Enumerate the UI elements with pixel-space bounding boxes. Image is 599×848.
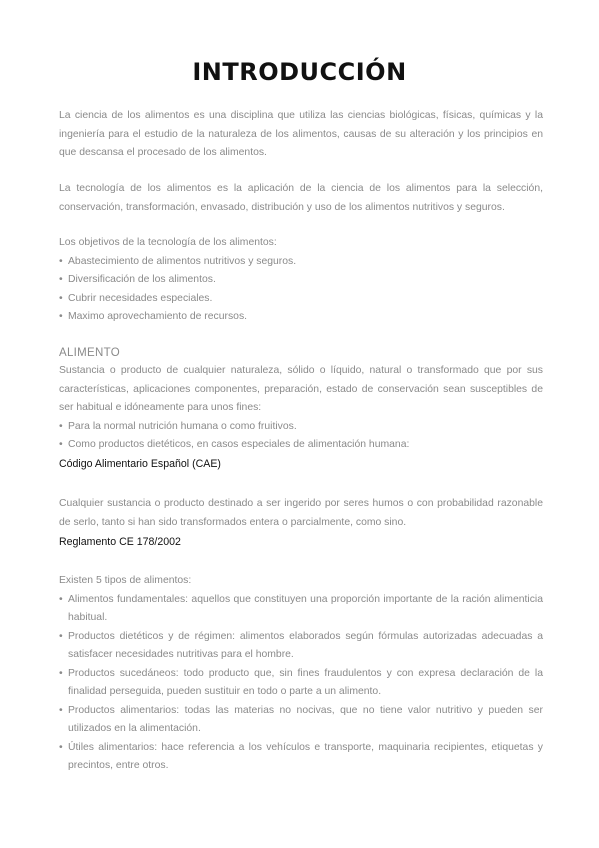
alimento-purposes-list [59,418,543,455]
list-item: • Productos alimentarios: todas las materias no nocivas, que no tiene valor nutritivo y pueden ser utilizados en la alimentación. [59,702,543,739]
list-item: • Diversificación de los alimentos. [59,271,543,290]
alimento-definition-2: Cualquier sustancia o producto destinado a ser ingerido por seres humos o con probabilidad razonable de serlo, tanto si han sido transformados entera o parcialmente, como sino. [59,498,543,528]
food-science-text: La ciencia de los alimentos es una disciplina que utiliza las ciencias biológicas, físicas, químicas y la ingeniería para el estudio de la naturaleza de los alimentos, causas de su alteración y los principios en que descansa el procesado de los alimentos. [59,110,543,158]
list-item: • Como productos dietéticos, en casos especiales de alimentación humana: [59,436,543,455]
objectives-intro: Los objetivos de la tecnología de los alimentos: [59,237,277,248]
paragraph-food-technology [59,180,543,217]
food-types-section [59,572,543,776]
source-regulation: Reglamento CE 178/2002 [59,536,181,548]
page-title: INTRODUCCIÓN [192,58,407,86]
objectives-list [59,253,543,327]
food-types-intro: Existen 5 tipos de alimentos: [59,575,192,586]
list-item: • Abastecimiento de alimentos nutritivos y seguros. [59,253,543,272]
source-cae: Código Alimentario Español (CAE) [59,457,221,470]
paragraph-food-science [59,107,543,163]
list-item: • Productos dietéticos y de régimen: alimentos elaborados según fórmulas autorizadas adecuadas a satisfacer necesidades nutritivas para el hombre. [59,628,543,665]
regulation-definition-block [59,495,543,551]
list-item: • Útiles alimentarios: hace referencia a los vehículos e transporte, maquinaria recipientes, etiquetas y precintos, entre otros. [59,739,543,776]
section-heading: ALIMENTO [59,347,120,359]
alimento-definition: Sustancia o producto de cualquier naturaleza, sólido o líquido, natural o transformado que por sus características, aplicaciones componentes, preparación, estado de conservación sean susceptibles de ser habitual e idóneamente para unos fines: [59,365,543,413]
list-item: • Maximo aprovechamiento de recursos. [59,308,543,327]
list-item: • Alimentos fundamentales: aquellos que constituyen una proporción importante de la ración alimenticia habitual. [59,591,543,628]
list-item: • Cubrir necesidades especiales. [59,290,543,309]
food-types-list [59,591,543,776]
objectives-section [59,234,543,327]
list-item: • Productos sucedáneos: todo producto que, sin fines fraudulentos y con expresa declaración de la finalidad perseguida, pueden sustituir en todo o parte a un alimento. [59,665,543,702]
food-technology-text: La tecnología de los alimentos es la aplicación de la ciencia de los alimentos para la selección, conservación, transformación, envasado, distribución y uso de los alimentos nutritivos y seguros. [59,183,543,213]
alimento-section [59,344,543,473]
list-item: • Para la normal nutrición humana o como fruitivos. [59,418,543,437]
